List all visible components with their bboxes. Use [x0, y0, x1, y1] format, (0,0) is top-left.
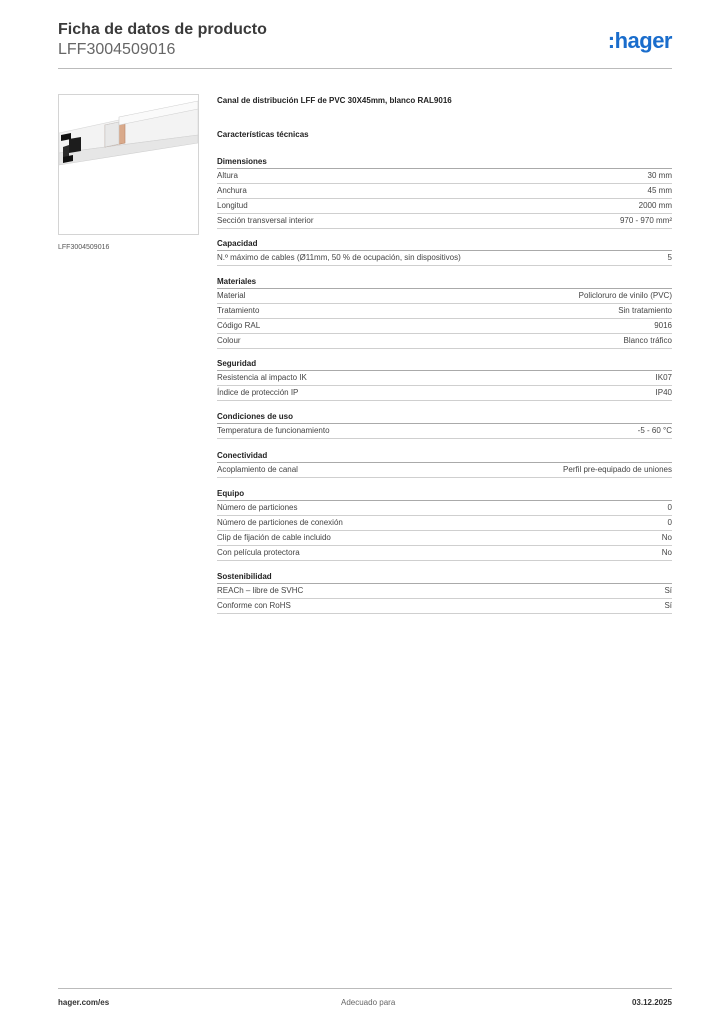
- footer-divider: [58, 988, 672, 989]
- spec-label: Anchura: [217, 186, 247, 195]
- spec-label: Conforme con RoHS: [217, 601, 291, 610]
- spec-value: 0: [667, 503, 672, 512]
- spec-label: Código RAL: [217, 321, 261, 330]
- spec-label: Clip de fijación de cable incluido: [217, 533, 331, 542]
- section-capacidad: [217, 237, 672, 266]
- spec-value: 9016: [654, 321, 672, 330]
- section-equipo: [217, 487, 672, 561]
- cable-trunking-image: [59, 95, 198, 234]
- spec-row: [217, 501, 672, 516]
- spec-row: [217, 184, 672, 199]
- spec-value: -5 - 60 °C: [637, 426, 672, 435]
- spec-label: Material: [217, 291, 246, 300]
- spec-value: Sin tratamiento: [618, 306, 672, 315]
- hager-logo: :hager: [607, 28, 672, 53]
- spec-value: Policloruro de vinilo (PVC): [578, 291, 672, 300]
- spec-label: Número de particiones: [217, 503, 298, 512]
- spec-value: 45 mm: [647, 186, 672, 195]
- spec-value: 0: [667, 518, 672, 527]
- spec-row: [217, 584, 672, 599]
- spec-row: [217, 169, 672, 184]
- product-reference: LFF3004509016: [58, 41, 176, 58]
- spec-label: Resistencia al impacto IK: [217, 373, 307, 382]
- spec-row: [217, 214, 672, 229]
- section-condiciones-de-uso: [217, 410, 672, 439]
- spec-value: 2000 mm: [638, 201, 672, 210]
- spec-row: [217, 386, 672, 401]
- spec-value: IK07: [655, 373, 672, 382]
- section-dimensiones: [217, 155, 672, 229]
- spec-label: N.º máximo de cables (Ø11mm, 50 % de ocupación, sin dispositivos): [217, 253, 461, 262]
- spec-label: Tratamiento: [217, 306, 260, 315]
- image-caption: LFF3004509016: [58, 244, 110, 251]
- spec-row: [217, 304, 672, 319]
- product-name: Canal de distribución LFF de PVC 30X45mm, blanco RAL9016: [217, 96, 452, 105]
- technical-characteristics-title: Características técnicas: [217, 130, 309, 139]
- section-sostenibilidad: [217, 570, 672, 614]
- spec-row: [217, 334, 672, 349]
- section-conectividad: [217, 449, 672, 478]
- spec-row: [217, 371, 672, 386]
- spec-label: Sección transversal interior: [217, 216, 314, 225]
- spec-label: Índice de protección IP: [217, 388, 299, 397]
- spec-label: REACh – libre de SVHC: [217, 586, 304, 595]
- spec-row: [217, 319, 672, 334]
- spec-value: 5: [667, 253, 672, 262]
- spec-value: 970 - 970 mm²: [619, 216, 672, 225]
- page-title: Ficha de datos de producto: [58, 21, 267, 38]
- specifications: [217, 96, 672, 610]
- spec-value: IP40: [655, 388, 672, 397]
- spec-label: Acoplamiento de canal: [217, 465, 298, 474]
- spec-label: Altura: [217, 171, 238, 180]
- section-title: Conectividad: [217, 449, 672, 463]
- spec-value: Perfil pre-equipado de uniones: [563, 465, 672, 474]
- spec-row: [217, 516, 672, 531]
- page-header: [58, 20, 672, 68]
- footer-suitable-for: Adecuado para: [341, 998, 396, 1007]
- spec-value: Sí: [664, 601, 672, 610]
- footer-date: 03.12.2025: [631, 998, 672, 1007]
- spec-value: Sí: [664, 586, 672, 595]
- section-materiales: [217, 275, 672, 349]
- spec-label: Colour: [217, 336, 241, 345]
- spec-label: Longitud: [217, 201, 248, 210]
- spec-row: [217, 599, 672, 614]
- spec-row: [217, 251, 672, 266]
- section-title: Condiciones de uso: [217, 410, 672, 424]
- spec-label: Número de particiones de conexión: [217, 518, 343, 527]
- spec-value: No: [661, 548, 672, 557]
- spec-row: [217, 463, 672, 478]
- section-title: Materiales: [217, 275, 672, 289]
- section-title: Seguridad: [217, 357, 672, 371]
- spec-row: [217, 531, 672, 546]
- spec-value: Blanco tráfico: [623, 336, 672, 345]
- spec-label: Con película protectora: [217, 548, 300, 557]
- footer-website: hager.com/es: [58, 998, 110, 1007]
- spec-row: [217, 199, 672, 214]
- spec-row: [217, 424, 672, 439]
- spec-row: [217, 289, 672, 304]
- section-title: Dimensiones: [217, 155, 672, 169]
- product-image: [58, 94, 199, 235]
- section-title: Sostenibilidad: [217, 570, 672, 584]
- section-title: Equipo: [217, 487, 672, 501]
- spec-row: [217, 546, 672, 561]
- header-divider: [58, 68, 672, 69]
- spec-label: Temperatura de funcionamiento: [217, 426, 330, 435]
- section-seguridad: [217, 357, 672, 401]
- section-title: Capacidad: [217, 237, 672, 251]
- spec-value: 30 mm: [647, 171, 672, 180]
- spec-value: No: [661, 533, 672, 542]
